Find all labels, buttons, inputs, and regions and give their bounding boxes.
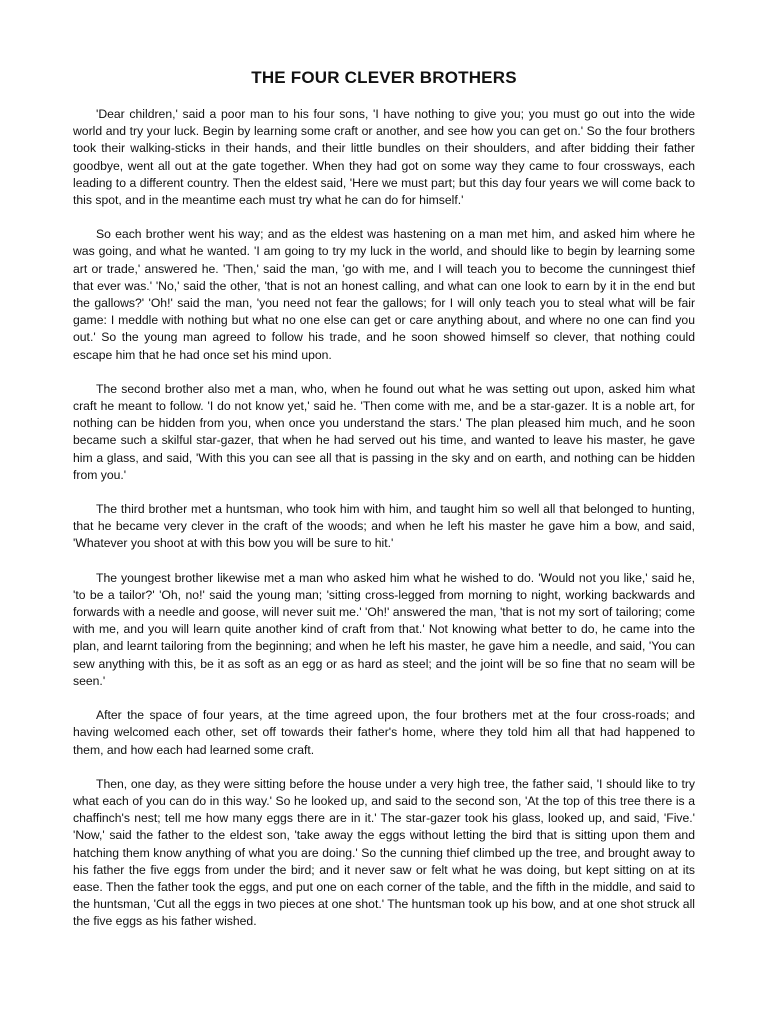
paragraph-7: Then, one day, as they were sitting before the house under a very high tree, the father said, 'I should like to try what each of you can do in this way.' So he looked up, and said to the second son, 'At the top of this tree there is a chaffinch's nest; tell me how many eggs there are in it.' The star-gazer took his glass, looked up, and said, 'Five.' 'Now,' said the father to the eldest son, 'take away the eggs without letting the bird that is sitting upon them and hatching them know anything of what you are doing.' So the cunning thief climbed up the tree, and brought away to his father the five eggs from under the bird; and it never saw or felt what he was doing, but kept sitting on at its ease. Then the father took the eggs, and put one on each corner of the table, and the fifth in the middle, and said to the huntsman, 'Cut all the eggs in two pieces at one shot.' The huntsman took up his bow, and at one shot struck all the five eggs as his father wished. [73,776,695,929]
paragraph-4: The third brother met a huntsman, who took him with him, and taught him so well all that belonged to hunting, that he became very clever in the craft of the woods; and when he left his master he gave him a bow, and said, 'Whatever you shoot at with this bow you will be sure to hit.' [73,502,695,551]
paragraph-1: 'Dear children,' said a poor man to his four sons, 'I have nothing to give you; you must go out into the wide world and try your luck. Begin by learning some craft or another, and see how you can get on.' So the four brothers took their walking-sticks in their hands, and their little bundles on their shoulders, and after bidding their father goodbye, went all out at the gate together. When they had got on some way they came to four crossways, each leading to a different country. Then the eldest said, 'Here we must part; but this day four years we will come back to this spot, and in the meantime each must try what he can do for himself.' [73,107,695,208]
paragraph-6: After the space of four years, at the time agreed upon, the four brothers met at the four cross-roads; and having welcomed each other, set off towards their father's home, where they told him all that had happened to them, and how each had learned some craft. [73,708,695,757]
document-body [73,106,695,931]
paragraph-2: So each brother went his way; and as the eldest was hastening on a man met him, and asked him where he was going, and what he wanted. 'I am going to try my luck in the world, and should like to begin by learning some art or trade,' answered he. 'Then,' said the man, 'go with me, and I will teach you to become the cunningest thief that ever was.' 'No,' said the other, 'that is not an honest calling, and what can one look to earn by it in the end but the gallows?' 'Oh!' said the man, 'you need not fear the gallows; for I will only teach you to steal what will be fair game: I meddle with nothing but what no one else can get or care anything about, and where no one can find you out.' So the young man agreed to follow his trade, and he soon showed himself so clever, that nothing could escape him that he had once set his mind upon. [73,227,695,362]
document-title: THE FOUR CLEVER BROTHERS [251,68,517,87]
paragraph-5: The youngest brother likewise met a man who asked him what he wished to do. 'Would not you like,' said he, 'to be a tailor?' 'Oh, no!' said the young man; 'sitting cross-legged from morning to night, working backwards and forwards with a needle and goose, will never suit me.' 'Oh!' answered the man, 'that is not my sort of tailoring; come with me, and you will learn quite another kind of craft from that.' Not knowing what better to do, he came into the plan, and learnt tailoring from the beginning; and when he left his master, he gave him a needle, and said, 'You can sew anything with this, be it as soft as an egg or as hard as steel; and the joint will be so fine that no seam will be seen.' [73,570,695,688]
paragraph-3: The second brother also met a man, who, when he found out what he was setting out upon, asked him what craft he meant to follow. 'I do not know yet,' said he. 'Then come with me, and be a star-gazer. It is a noble art, for nothing can be hidden from you, when once you understand the stars.' The plan pleased him much, and he soon became such a skilful star-gazer, that when he had served out his time, and wanted to leave his master, he gave him a glass, and said, 'With this you can see all that is passing in the sky and on earth, and nothing can be hidden from you.' [73,381,695,482]
